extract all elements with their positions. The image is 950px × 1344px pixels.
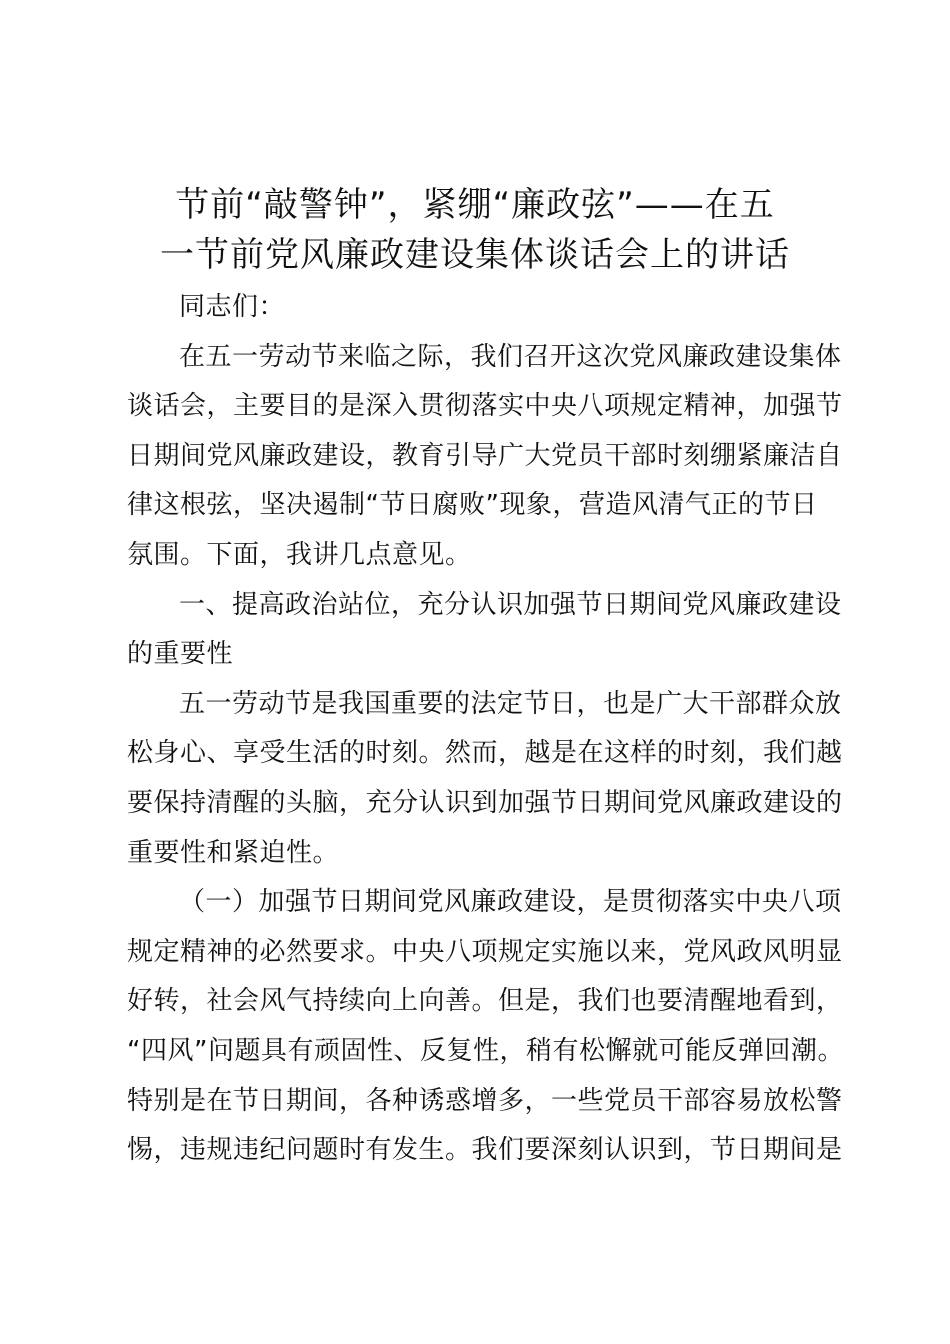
paragraph-line: “四风”问题具有顽固性、反复性，稍有松懈就可能反弹回潮。: [127, 1035, 844, 1066]
paragraph-line: 谈话会，主要目的是深入贯彻落实中央八项规定精神，加强节: [127, 391, 843, 422]
title-line: 一节前党风廉政建设集体谈话会上的讲话: [160, 235, 790, 275]
paragraph-line: 规定精神的必然要求。中央八项规定实施以来，党风政风明显: [127, 936, 843, 967]
paragraph-line: （一）加强节日期间党风廉政建设，是贯彻落实中央八项: [179, 887, 842, 918]
salutation: [127, 283, 833, 333]
paragraph-line: 在五一劳动节来临之际，我们召开这次党风廉政建设集体: [179, 341, 842, 372]
paragraph-section-1: [127, 680, 843, 878]
paragraph-point-1: [127, 878, 844, 1176]
paragraph-line: 好转，社会风气持续向上向善。但是，我们也要清醒地看到，: [127, 986, 843, 1017]
heading-line: 的重要性: [127, 639, 234, 670]
section-heading-1: [127, 581, 842, 680]
paragraph-line: 特别是在节日期间，各种诱惑增多，一些党员干部容易放松警: [127, 1085, 843, 1116]
paragraph-line: 律这根弦，坚决遏制“节日腐败”现象，营造风清气正的节日: [127, 490, 818, 521]
paragraph-line: 日期间党风廉政建设，教育引导广大党员干部时刻绷紧廉洁自: [127, 440, 843, 471]
paragraph-line: 松身心、享受生活的时刻。然而，越是在这样的时刻，我们越: [127, 738, 843, 769]
paragraph-line: 氛围。下面，我讲几点意见。: [127, 539, 472, 570]
paragraph-line: 五一劳动节是我国重要的法定节日，也是广大干部群众放: [179, 688, 842, 719]
paragraph-line: 惕，违规违纪问题时有发生。我们要深刻认识到，节日期间是: [127, 1135, 843, 1166]
salutation-text: 同志们：: [179, 292, 286, 322]
document-title: [120, 180, 830, 280]
paragraph-line: 重要性和紧迫性。: [127, 837, 340, 868]
paragraph-intro: [127, 333, 843, 581]
paragraph-line: 要保持清醒的头脑，充分认识到加强节日期间党风廉政建设的: [127, 787, 843, 818]
title-line: 节前“敲警钟”，紧绷“廉政弦”——在五: [175, 185, 775, 225]
heading-line: 一、提高政治站位，充分认识加强节日期间党风廉政建设: [179, 589, 842, 620]
document-body: [127, 283, 844, 1176]
